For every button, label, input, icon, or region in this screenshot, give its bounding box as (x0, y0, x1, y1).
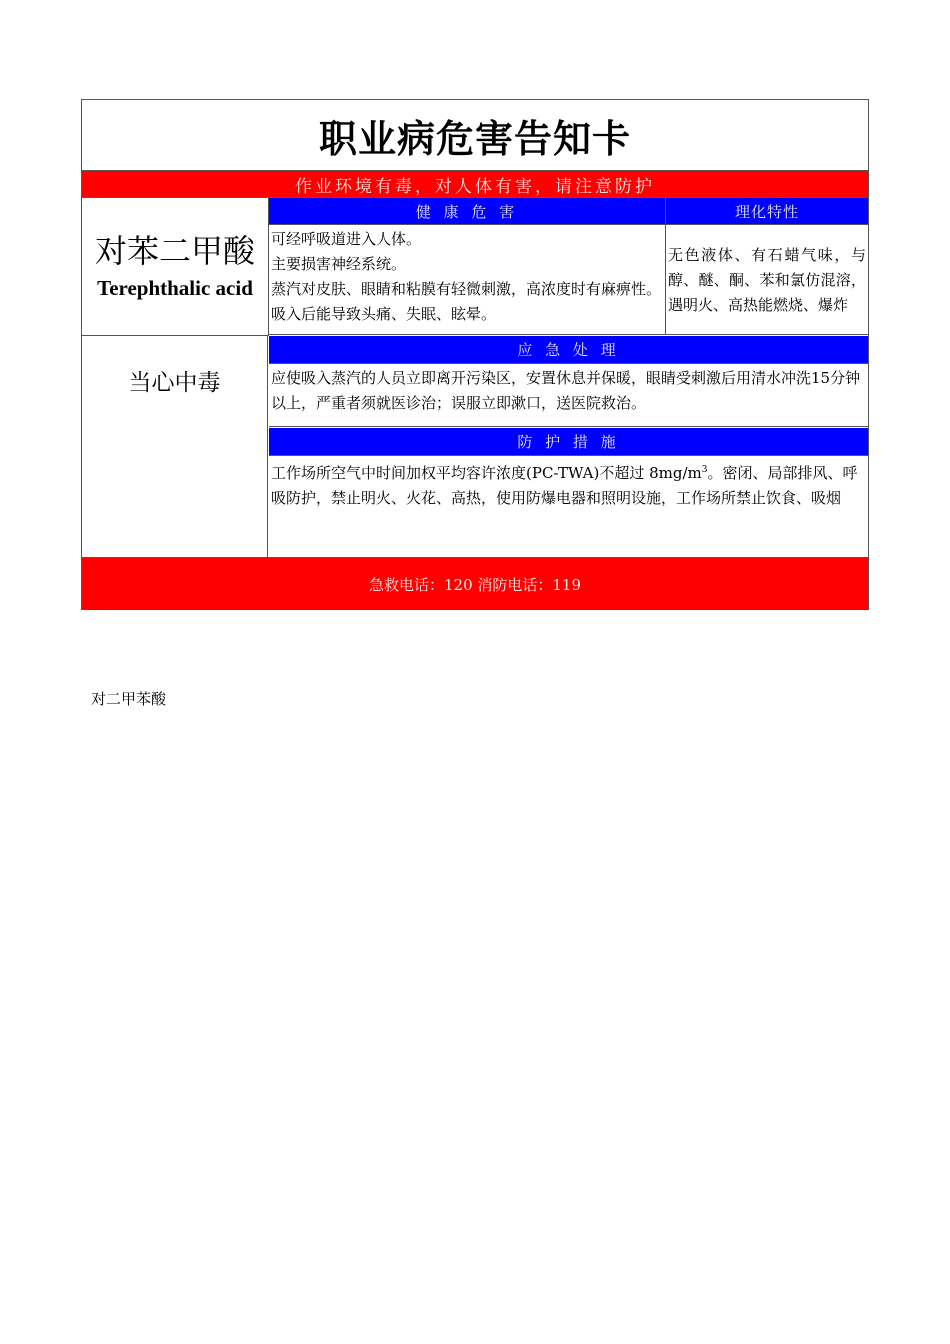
substance-name-cn: 对苯二甲酸 (94, 231, 255, 270)
emergency-text: 应使吸入蒸汽的人员立即离开污染区，安置休息并保暖，眼睛受刺激后用清水冲洗15分钟以上，严重者须就医诊治；误服立即漱口，送医院救治。 (269, 364, 868, 427)
health-hazard-header: 健 康 危 害 (269, 198, 666, 225)
footnote-text: 对二甲苯酸 (91, 690, 167, 708)
substance-name-cell (82, 198, 269, 336)
emergency-header: 应 急 处 理 (269, 336, 868, 364)
protection-text: 工作场所空气中时间加权平均容许浓度(PC-TWA)不超过 $8mg/m^3$。密闭、局部排风、呼吸防护，禁止明火、火花、高热，使用防爆电器和照明设施，工作场所禁止饮食、吸烟 (271, 464, 858, 507)
hazard-notice-card (81, 99, 869, 610)
warning-banner: 作业环境有毒，对人体有害，请注意防护 (82, 171, 868, 198)
caution-label: 当心中毒 (128, 370, 221, 396)
health-line: 主要损害神经系统。 (271, 255, 407, 273)
protection-header: 防 护 措 施 (269, 428, 868, 456)
caution-cell (82, 336, 268, 557)
health-line: 蒸汽对皮肤、眼睛和粘膜有轻微刺激，高浓度时有麻痹性。吸入后能导致头痛、失眠、眩晕。 (271, 280, 662, 323)
substance-name-en: Terephthalic acid (97, 275, 253, 300)
health-line: 可经呼吸道进入人体。 (271, 230, 422, 248)
health-hazard-text (269, 225, 666, 335)
properties-header: 理化特性 (666, 198, 868, 225)
card-title: 职业病危害告知卡 (82, 100, 868, 171)
emergency-phones: 急救电话：120 消防电话：119 (82, 557, 868, 610)
properties-text: 无色液体、有石蜡气味，与醇、醚、酮、苯和氯仿混溶，遇明火、高热能燃烧、爆炸 (666, 225, 868, 335)
